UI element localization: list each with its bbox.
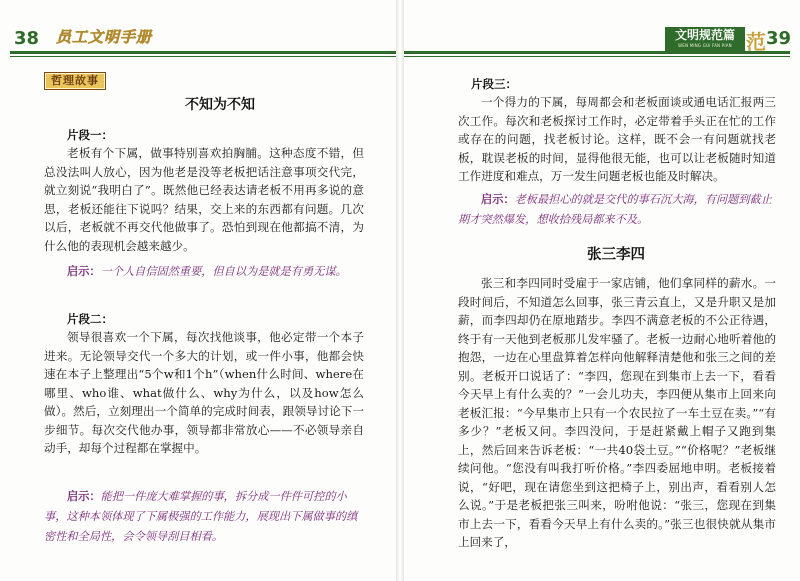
tip-label: 启示： [67, 490, 101, 503]
segment3-tip [458, 190, 776, 230]
segment3-heading: 片段三： [471, 77, 517, 91]
segment1-body: 老板有个下属，做事特别喜欢拍胸脯。这种态度不错，但总没法叫人放心，因为他老是没等老板把话注意事项交代完，就立刻说“我明白了”。既然他已经表达请老板不用再多说的意思，老板还能往下说吗？结果，交上来的东西都有问题。几次以后，老板就不再交代他做事了。恐怕到现在他都搞不清，为什么他的表现机会越来越少。 [44, 146, 364, 253]
page-number-right: 39 [766, 28, 792, 49]
left-page [0, 0, 396, 581]
section-label-box [665, 27, 745, 51]
header-rule-right [404, 51, 790, 54]
header-rule-thin-right [404, 56, 790, 57]
segment2-heading: 片段二： [67, 312, 113, 326]
story-badge: 哲理故事 [44, 72, 106, 90]
page-number-left: 38 [14, 28, 40, 49]
segment1-tip-text: 一个人自信固然重要，但自以为是就是有勇无谋。 [100, 265, 347, 278]
section-label: 文明规范篇 [674, 28, 735, 42]
story2-body: 张三和李四同时受雇于一家店铺，他们拿同样的薪水。一段时间后，不知道怎么回事，张三青云直上，又是升职又是加薪，而李四却仍在原地踏步。李四不满意老板的不公正待遇，终于有一天他到老板那儿发牢骚了。老板一边耐心地听着他的抱怨，一边在心里盘算着怎样向他解释清楚他和张三之间的差别。老板开口说话了：“李四，您现在到集市上去一下，看看今天早上有什么卖的？”一会儿功夫，李四便从集市上回来向老板汇报：“今早集市上只有一个农民拉了一车土豆在卖。”“有多少？”老板又问。李四没问，于是赶紧戴上帽子又跑到集上，然后回来告诉老板：“一共40袋土豆。”“价格呢？”老板继续问他。“您没有叫我打听价格。”李四委屈地申明。老板接着说，“好吧，现在请您坐到这把椅子上，别出声，看看别人怎么说。”于是老板把张三叫来，吩咐他说：“张三，您现在到集市上去一下，看看今天早上有什么卖的。”张三也很快就从集市上回来了， [458, 276, 776, 549]
book-title: 员工文明手册 [56, 28, 153, 46]
header-rule-thin-left [10, 56, 396, 57]
segment1-tip [44, 262, 364, 282]
segment3-tip-text: 老板最担心的就是交代的事石沉大海，有问题到截止期才突然爆发，想收拾残局都来不及。 [458, 193, 772, 226]
ornament-glyph: 范 [746, 30, 766, 54]
right-page [404, 0, 800, 581]
segment2-body: 领导很喜欢一个下属，每次找他谈事，他必定带一个本子进来。无论领导交代一个多大的计划，或一件小事，他都会快速在本子上整理出“5个w和1个h”（when什么时间、where在哪里、who谁、what做什么、why为什么，以及how怎么做）。然后，立刻理出一个简单的完成时间表，跟领导讨论下一步细节。每次交代他办事，领导都非常放心——不必领导亲自动手，却每个过程都在掌握中。 [44, 330, 364, 455]
header-rule-left [10, 51, 396, 54]
story-title: 不知为不知 [185, 97, 255, 113]
tip-label: 启示： [67, 265, 101, 278]
segment3-body: 一个得力的下属，每周都会和老板面谈或通电话汇报两三次工作。每次和老板探讨工作时，必定带着手头正在忙的工作或存在的问题，找老板讨论。这样，既不会一有问题就找老板，耽误老板的时间，显得他很无能，也可以让老板随时知道工作进度和难点，万一发生问题老板也能及时解决。 [458, 95, 776, 183]
segment1-heading: 片段一： [67, 128, 113, 142]
section-pinyin: WEN MING GUI FAN PIAN [678, 43, 732, 48]
segment2-tip [44, 487, 364, 547]
tip-label: 启示： [481, 193, 515, 206]
segment2-tip-text: 能把一件庞大难掌握的事，拆分成一件件可控的小事，这种本领体现了下属极强的工作能力，展现出下属做事的缜密性和全局性，会令领导刮目相看。 [44, 490, 358, 543]
story2-title: 张三李四 [587, 247, 645, 263]
book-gutter [396, 0, 404, 581]
